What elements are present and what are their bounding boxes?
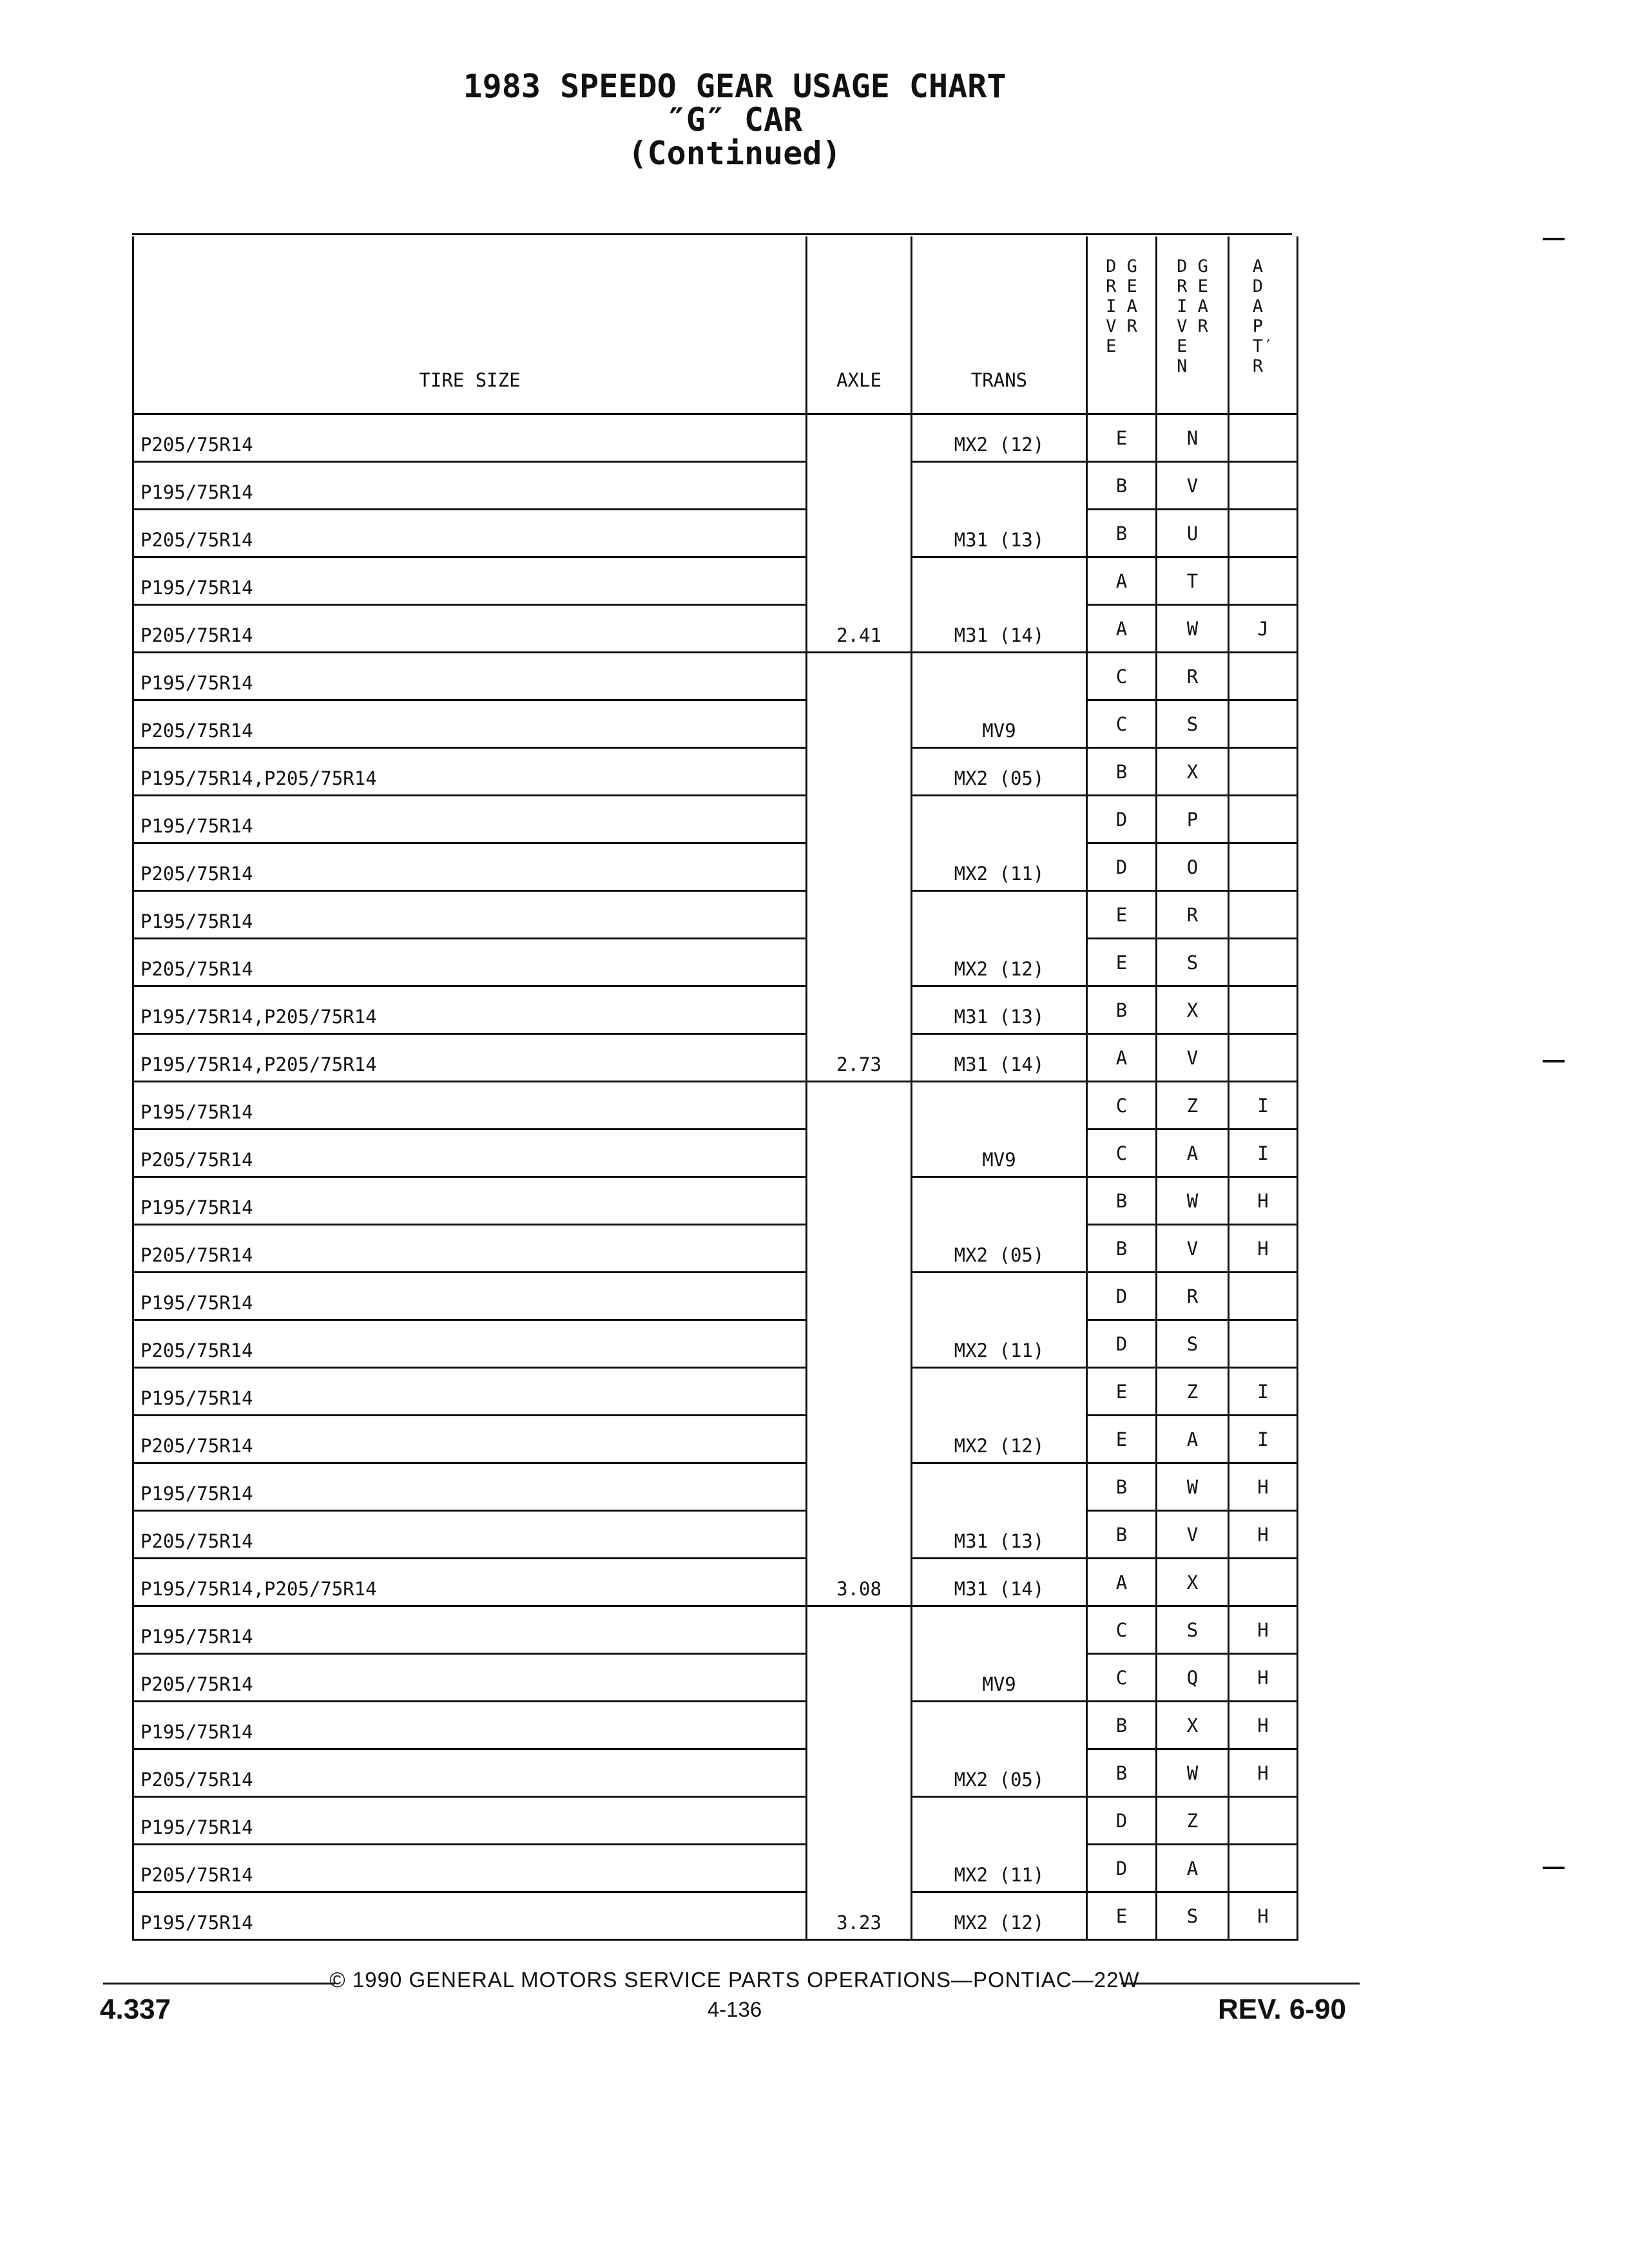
axle-cell [807,414,912,462]
driven-gear-cell: Z [1157,1082,1229,1129]
tire-size-cell: P195/75R14 [133,462,807,510]
header-letter: I [1177,296,1188,316]
adapter-cell [1229,653,1298,700]
drive-gear-cell: D [1087,1845,1157,1892]
table-top-rule [132,233,1292,235]
axle-cell [807,1368,912,1416]
tire-size-cell: P195/75R14 [133,1702,807,1749]
adapter-cell [1229,748,1298,796]
axle-cell [807,986,912,1034]
table-row [133,1225,1298,1273]
driven-gear-cell: U [1157,510,1229,557]
tire-size-cell: P195/75R14 [133,557,807,605]
tire-size-cell: P195/75R14,P205/75R14 [133,1559,807,1606]
axle-cell [807,700,912,748]
header-letter: E [1177,336,1188,356]
adapter-cell [1229,1273,1298,1320]
speedo-gear-table [132,236,1298,1941]
trans-cell [912,462,1087,510]
adapter-cell: H [1229,1606,1298,1654]
table-row [133,1463,1298,1511]
table-row [133,1845,1298,1892]
header-axle: AXLE [807,236,912,414]
tire-size-cell: P195/75R14 [133,1368,807,1416]
drive-gear-cell: C [1087,653,1157,700]
adapter-cell: I [1229,1368,1298,1416]
tire-size-cell: P195/75R14,P205/75R14 [133,748,807,796]
adapter-cell [1229,1320,1298,1368]
tire-size-cell: P205/75R14 [133,510,807,557]
driven-gear-cell: R [1157,1273,1229,1320]
axle-cell [807,557,912,605]
axle-cell [807,1225,912,1273]
adapter-cell [1229,1797,1298,1845]
driven-gear-cell: X [1157,1702,1229,1749]
drive-gear-cell: A [1087,605,1157,653]
tire-size-cell: P195/75R14 [133,1797,807,1845]
adapter-cell: H [1229,1702,1298,1749]
tire-size-cell: P205/75R14 [133,605,807,653]
driven-gear-cell: A [1157,1129,1229,1177]
driven-gear-cell: W [1157,605,1229,653]
header-letter: E [1197,276,1208,296]
drive-gear-cell: B [1087,1702,1157,1749]
tire-size-cell: P195/75R14 [133,796,807,843]
drive-gear-cell: B [1087,748,1157,796]
trans-cell: MX2 (05) [912,1225,1087,1273]
driven-gear-cell: A [1157,1416,1229,1463]
table-row [133,510,1298,557]
axle-cell [807,939,912,986]
tire-size-cell: P205/75R14 [133,1416,807,1463]
axle-cell [807,843,912,891]
axle-cell: 3.08 [807,1559,912,1606]
tire-size-cell: P205/75R14 [133,414,807,462]
drive-gear-cell: C [1087,1082,1157,1129]
header-driven-gear [1157,236,1229,414]
table-row [133,1892,1298,1940]
driven-gear-cell: Z [1157,1368,1229,1416]
tire-size-cell: P195/75R14,P205/75R14 [133,1034,807,1082]
header-letter: R [1252,356,1263,376]
trans-cell: MX2 (11) [912,1845,1087,1892]
trans-cell [912,1177,1087,1225]
axle-cell [807,1416,912,1463]
trans-cell [912,653,1087,700]
table-row [133,557,1298,605]
table-row [133,1273,1298,1320]
adapter-cell [1229,986,1298,1034]
tire-size-cell: P195/75R14,P205/75R14 [133,986,807,1034]
header-adapter [1229,236,1298,414]
drive-gear-cell: C [1087,1654,1157,1702]
drive-gear-cell: C [1087,1129,1157,1177]
edge-tick-mark [1543,238,1565,240]
driven-gear-cell: Z [1157,1797,1229,1845]
trans-cell [912,557,1087,605]
header-letter: A [1126,296,1137,316]
tire-size-cell: P195/75R14 [133,1463,807,1511]
adapter-cell: H [1229,1749,1298,1797]
table-row [133,1797,1298,1845]
table-row [133,843,1298,891]
adapter-cell: I [1229,1416,1298,1463]
header-letter: R [1106,276,1117,296]
axle-cell: 2.73 [807,1034,912,1082]
adapter-cell [1229,462,1298,510]
header-letter: G [1126,256,1137,276]
header-letter: D [1252,276,1263,296]
trans-cell: MV9 [912,700,1087,748]
driven-gear-cell: R [1157,653,1229,700]
table-row [133,748,1298,796]
trans-cell [912,1273,1087,1320]
tire-size-cell: P205/75R14 [133,939,807,986]
drive-gear-cell: A [1087,1034,1157,1082]
tire-size-cell: P195/75R14 [133,1082,807,1129]
trans-cell [912,1702,1087,1749]
drive-gear-cell: B [1087,510,1157,557]
drive-gear-cell: B [1087,1463,1157,1511]
axle-cell [807,462,912,510]
adapter-cell [1229,1034,1298,1082]
tire-size-cell: P195/75R14 [133,1606,807,1654]
header-letter: I [1106,296,1117,316]
table-row [133,1129,1298,1177]
header-letter: G [1197,256,1208,276]
adapter-cell: H [1229,1511,1298,1559]
tire-size-cell: P205/75R14 [133,1749,807,1797]
trans-cell: MX2 (11) [912,1320,1087,1368]
table-row [133,1606,1298,1654]
header-letter: E [1106,336,1117,356]
header-drive-gear-col1 [1106,256,1116,356]
driven-gear-cell: V [1157,462,1229,510]
axle-cell [807,1797,912,1845]
axle-cell [807,510,912,557]
axle-cell [807,1845,912,1892]
table-row [133,1749,1298,1797]
drive-gear-cell: B [1087,1177,1157,1225]
adapter-cell: I [1229,1082,1298,1129]
header-letter: V [1106,316,1117,336]
drive-gear-cell: E [1087,414,1157,462]
page-title [0,70,1469,170]
tire-size-cell: P205/75R14 [133,700,807,748]
table-row [133,939,1298,986]
driven-gear-cell: R [1157,891,1229,939]
table-header-row [133,236,1298,414]
table-row [133,1702,1298,1749]
axle-cell [807,1463,912,1511]
header-letter: E [1126,276,1137,296]
drive-gear-cell: D [1087,1273,1157,1320]
driven-gear-cell: S [1157,1606,1229,1654]
driven-gear-cell: W [1157,1177,1229,1225]
driven-gear-cell: X [1157,986,1229,1034]
tire-size-cell: P195/75R14 [133,653,807,700]
axle-cell: 3.23 [807,1892,912,1940]
tire-size-cell: P205/75R14 [133,1225,807,1273]
adapter-cell: H [1229,1225,1298,1273]
header-drive-gear [1087,236,1157,414]
driven-gear-cell: S [1157,1320,1229,1368]
driven-gear-cell: P [1157,796,1229,843]
axle-cell [807,748,912,796]
adapter-cell: I [1229,1129,1298,1177]
driven-gear-cell: X [1157,748,1229,796]
driven-gear-cell: V [1157,1225,1229,1273]
adapter-cell [1229,510,1298,557]
trans-cell: M31 (13) [912,510,1087,557]
title-line-3: (Continued) [628,135,842,172]
header-drive-gear-col2 [1127,256,1137,336]
tire-size-cell: P205/75R14 [133,1129,807,1177]
tire-size-cell: P205/75R14 [133,843,807,891]
tire-size-cell: P205/75R14 [133,1654,807,1702]
drive-gear-cell: E [1087,1416,1157,1463]
tire-size-cell: P195/75R14 [133,1892,807,1940]
drive-gear-cell: E [1087,1368,1157,1416]
drive-gear-cell: B [1087,462,1157,510]
adapter-cell [1229,414,1298,462]
header-letter: V [1177,316,1188,336]
axle-cell [807,796,912,843]
trans-cell: MX2 (05) [912,748,1087,796]
axle-cell [807,1129,912,1177]
trans-cell [912,1797,1087,1845]
adapter-cell [1229,796,1298,843]
trans-cell [912,1368,1087,1416]
footer-copyright: © 1990 GENERAL MOTORS SERVICE PARTS OPERATIONS—PONTIAC—22W [329,1968,1140,1992]
trans-cell: M31 (14) [912,605,1087,653]
trans-cell [912,891,1087,939]
drive-gear-cell: E [1087,939,1157,986]
driven-gear-cell: Q [1157,1654,1229,1702]
header-letter: A [1197,296,1208,316]
edge-tick-mark [1543,1867,1565,1869]
adapter-cell [1229,557,1298,605]
drive-gear-cell: B [1087,1225,1157,1273]
tire-size-cell: P195/75R14 [133,1177,807,1225]
revision-label: REV. 6-90 [1218,1994,1346,2025]
header-letter: D [1177,256,1188,276]
header-letter: A [1252,256,1263,276]
driven-gear-cell: W [1157,1463,1229,1511]
axle-cell [807,653,912,700]
driven-gear-cell: N [1157,414,1229,462]
page-number-center: 4-136 [707,1997,762,2021]
drive-gear-cell: D [1087,1797,1157,1845]
table-row [133,891,1298,939]
axle-cell [807,1273,912,1320]
axle-cell: 2.41 [807,605,912,653]
tire-size-cell: P205/75R14 [133,1511,807,1559]
header-trans: TRANS [912,236,1087,414]
edge-tick-mark [1543,1060,1565,1062]
table-row [133,1177,1298,1225]
header-letter: P [1252,316,1263,336]
adapter-cell [1229,891,1298,939]
adapter-cell: J [1229,605,1298,653]
adapter-cell: H [1229,1177,1298,1225]
drive-gear-cell: D [1087,1320,1157,1368]
title-line-2: ″G″ CAR [666,101,803,139]
axle-cell [807,1654,912,1702]
drive-gear-cell: C [1087,1606,1157,1654]
header-letter: A [1252,296,1263,316]
trans-cell [912,1082,1087,1129]
tire-size-cell: P195/75R14 [133,891,807,939]
axle-cell [807,891,912,939]
driven-gear-cell: S [1157,1892,1229,1940]
driven-gear-cell: V [1157,1511,1229,1559]
table-row [133,1320,1298,1368]
adapter-cell: H [1229,1654,1298,1702]
table-row [133,1082,1298,1129]
axle-cell [807,1749,912,1797]
axle-cell [807,1177,912,1225]
drive-gear-cell: C [1087,700,1157,748]
table-row [133,605,1298,653]
trans-cell: MX2 (12) [912,414,1087,462]
drive-gear-cell: B [1087,1511,1157,1559]
adapter-cell [1229,843,1298,891]
table-row [133,1654,1298,1702]
header-tire-size: TIRE SIZE [133,236,807,414]
adapter-cell [1229,1845,1298,1892]
table-row [133,1511,1298,1559]
trans-cell: MX2 (12) [912,939,1087,986]
trans-cell [912,1606,1087,1654]
driven-gear-cell: S [1157,700,1229,748]
trans-cell: M31 (14) [912,1034,1087,1082]
adapter-cell [1229,939,1298,986]
table-row [133,653,1298,700]
trans-cell: MX2 (12) [912,1892,1087,1940]
axle-cell [807,1082,912,1129]
header-letter: T′ [1252,336,1274,356]
table-row [133,1368,1298,1416]
drive-gear-cell: B [1087,986,1157,1034]
tire-size-cell: P205/75R14 [133,1845,807,1892]
trans-cell: M31 (13) [912,986,1087,1034]
header-letter: N [1177,356,1188,376]
trans-cell: MV9 [912,1129,1087,1177]
drive-gear-cell: D [1087,843,1157,891]
driven-gear-cell: S [1157,939,1229,986]
driven-gear-cell: O [1157,843,1229,891]
axle-cell [807,1702,912,1749]
table-row [133,414,1298,462]
driven-gear-cell: W [1157,1749,1229,1797]
trans-cell: M31 (13) [912,1511,1087,1559]
driven-gear-cell: T [1157,557,1229,605]
header-driven-gear-col1 [1177,256,1187,376]
tire-size-cell: P205/75R14 [133,1320,807,1368]
drive-gear-cell: D [1087,796,1157,843]
trans-cell [912,796,1087,843]
driven-gear-cell: V [1157,1034,1229,1082]
drive-gear-cell: B [1087,1749,1157,1797]
table-row [133,700,1298,748]
axle-cell [807,1511,912,1559]
trans-cell: M31 (14) [912,1559,1087,1606]
axle-cell [807,1606,912,1654]
adapter-cell [1229,1559,1298,1606]
table-row [133,462,1298,510]
tire-size-cell: P195/75R14 [133,1273,807,1320]
page-number-left: 4.337 [100,1994,171,2025]
table-row [133,1559,1298,1606]
drive-gear-cell: A [1087,1559,1157,1606]
trans-cell: MX2 (12) [912,1416,1087,1463]
adapter-cell: H [1229,1463,1298,1511]
table-row [133,986,1298,1034]
header-adapter-col [1253,256,1274,376]
adapter-cell [1229,700,1298,748]
axle-cell [807,1320,912,1368]
header-driven-gear-col2 [1198,256,1208,336]
adapter-cell: H [1229,1892,1298,1940]
trans-cell: MV9 [912,1654,1087,1702]
drive-gear-cell: E [1087,1892,1157,1940]
drive-gear-cell: E [1087,891,1157,939]
drive-gear-cell: A [1087,557,1157,605]
header-letter: R [1197,316,1208,336]
driven-gear-cell: X [1157,1559,1229,1606]
header-letter: R [1177,276,1188,296]
table-row [133,1034,1298,1082]
header-letter: D [1106,256,1117,276]
title-line-1: 1983 SPEEDO GEAR USAGE CHART [463,68,1007,105]
header-letter: R [1126,316,1137,336]
trans-cell [912,1463,1087,1511]
driven-gear-cell: A [1157,1845,1229,1892]
trans-cell: MX2 (05) [912,1749,1087,1797]
trans-cell: MX2 (11) [912,843,1087,891]
table-row [133,796,1298,843]
table-row [133,1416,1298,1463]
